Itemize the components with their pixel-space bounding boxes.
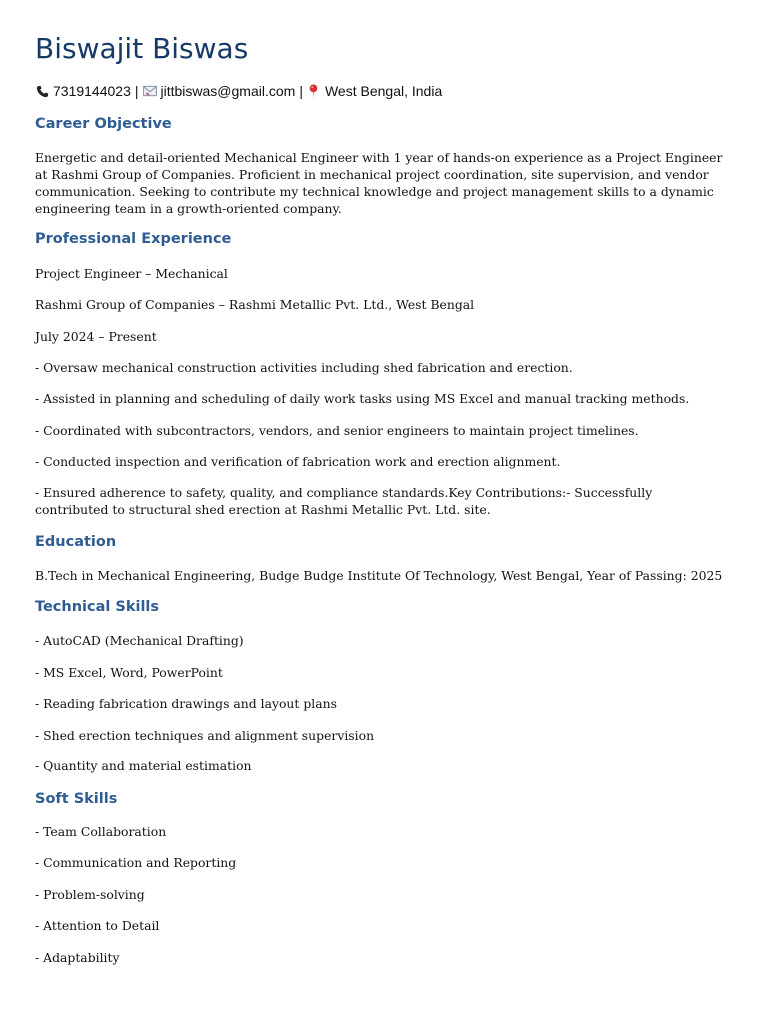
experience-bullet: - Coordinated with subcontractors, vendors, and senior engineers to maintain project timelines.: [35, 423, 639, 438]
technical-skill-item: - AutoCAD (Mechanical Drafting): [35, 633, 244, 648]
employment-dates: July 2024 – Present: [35, 329, 157, 344]
soft-skill-item: - Communication and Reporting: [35, 855, 237, 870]
soft-skills-heading: Soft Skills: [35, 791, 118, 807]
experience-bullet: - Conducted inspection and verification of fabrication work and erection alignment.: [35, 454, 561, 469]
technical-skills-heading: Technical Skills: [35, 599, 160, 615]
experience-bullet: - Oversaw mechanical construction activities including shed fabrication and erection.: [35, 360, 573, 375]
technical-skill-item: - Reading fabrication drawings and layout plans: [35, 696, 337, 711]
soft-skill-item: - Adaptability: [35, 950, 120, 965]
career-objective-heading: Career Objective: [35, 116, 172, 132]
career-objective-text: Energetic and detail-oriented Mechanical Engineer with 1 year of hands-on experience as a Project Engineer at Rashmi Group of Companies. Proficient in mechanical project coordination, site supervision, and vendor communication. Seeking to contribute my technical knowledge and project management skills to a dynamic engineering team in a growth-oriented company.: [35, 150, 723, 216]
company-name: Rashmi Group of Companies – Rashmi Metallic Pvt. Ltd., West Bengal: [35, 297, 475, 312]
location: West Bengal, India: [324, 83, 443, 99]
soft-skill-item: - Problem-solving: [35, 887, 145, 902]
experience-bullet: - Assisted in planning and scheduling of daily work tasks using MS Excel and manual tracking methods.: [35, 391, 690, 406]
separator: |: [134, 83, 139, 99]
soft-skill-item: - Attention to Detail: [35, 918, 160, 933]
envelope-icon: [143, 84, 157, 98]
technical-skill-item: - Shed erection techniques and alignment supervision: [35, 728, 375, 743]
education-heading: Education: [35, 534, 117, 550]
experience-heading: Professional Experience: [35, 231, 232, 247]
candidate-name: Biswajit Biswas: [35, 32, 249, 65]
email-address: jittbiswas@gmail.com: [160, 83, 296, 99]
separator: |: [299, 83, 303, 99]
technical-skill-item: - Quantity and material estimation: [35, 758, 252, 773]
technical-skill-item: - MS Excel, Word, PowerPoint: [35, 665, 223, 680]
job-title: Project Engineer – Mechanical: [35, 266, 228, 281]
phone-number: 7319144023: [53, 83, 131, 99]
contact-line: [35, 82, 442, 100]
location-pin-icon: [307, 84, 321, 98]
phone-icon: [35, 84, 49, 98]
soft-skill-item: - Team Collaboration: [35, 824, 167, 839]
education-entry: B.Tech in Mechanical Engineering, Budge Budge Institute Of Technology, West Bengal, Year of Passing: 2025: [35, 568, 723, 583]
experience-bullet: - Ensured adherence to safety, quality, and compliance standards.Key Contributions:- Successfully contributed to structural shed erection at Rashmi Metallic Pvt. Ltd. site.: [35, 485, 653, 517]
